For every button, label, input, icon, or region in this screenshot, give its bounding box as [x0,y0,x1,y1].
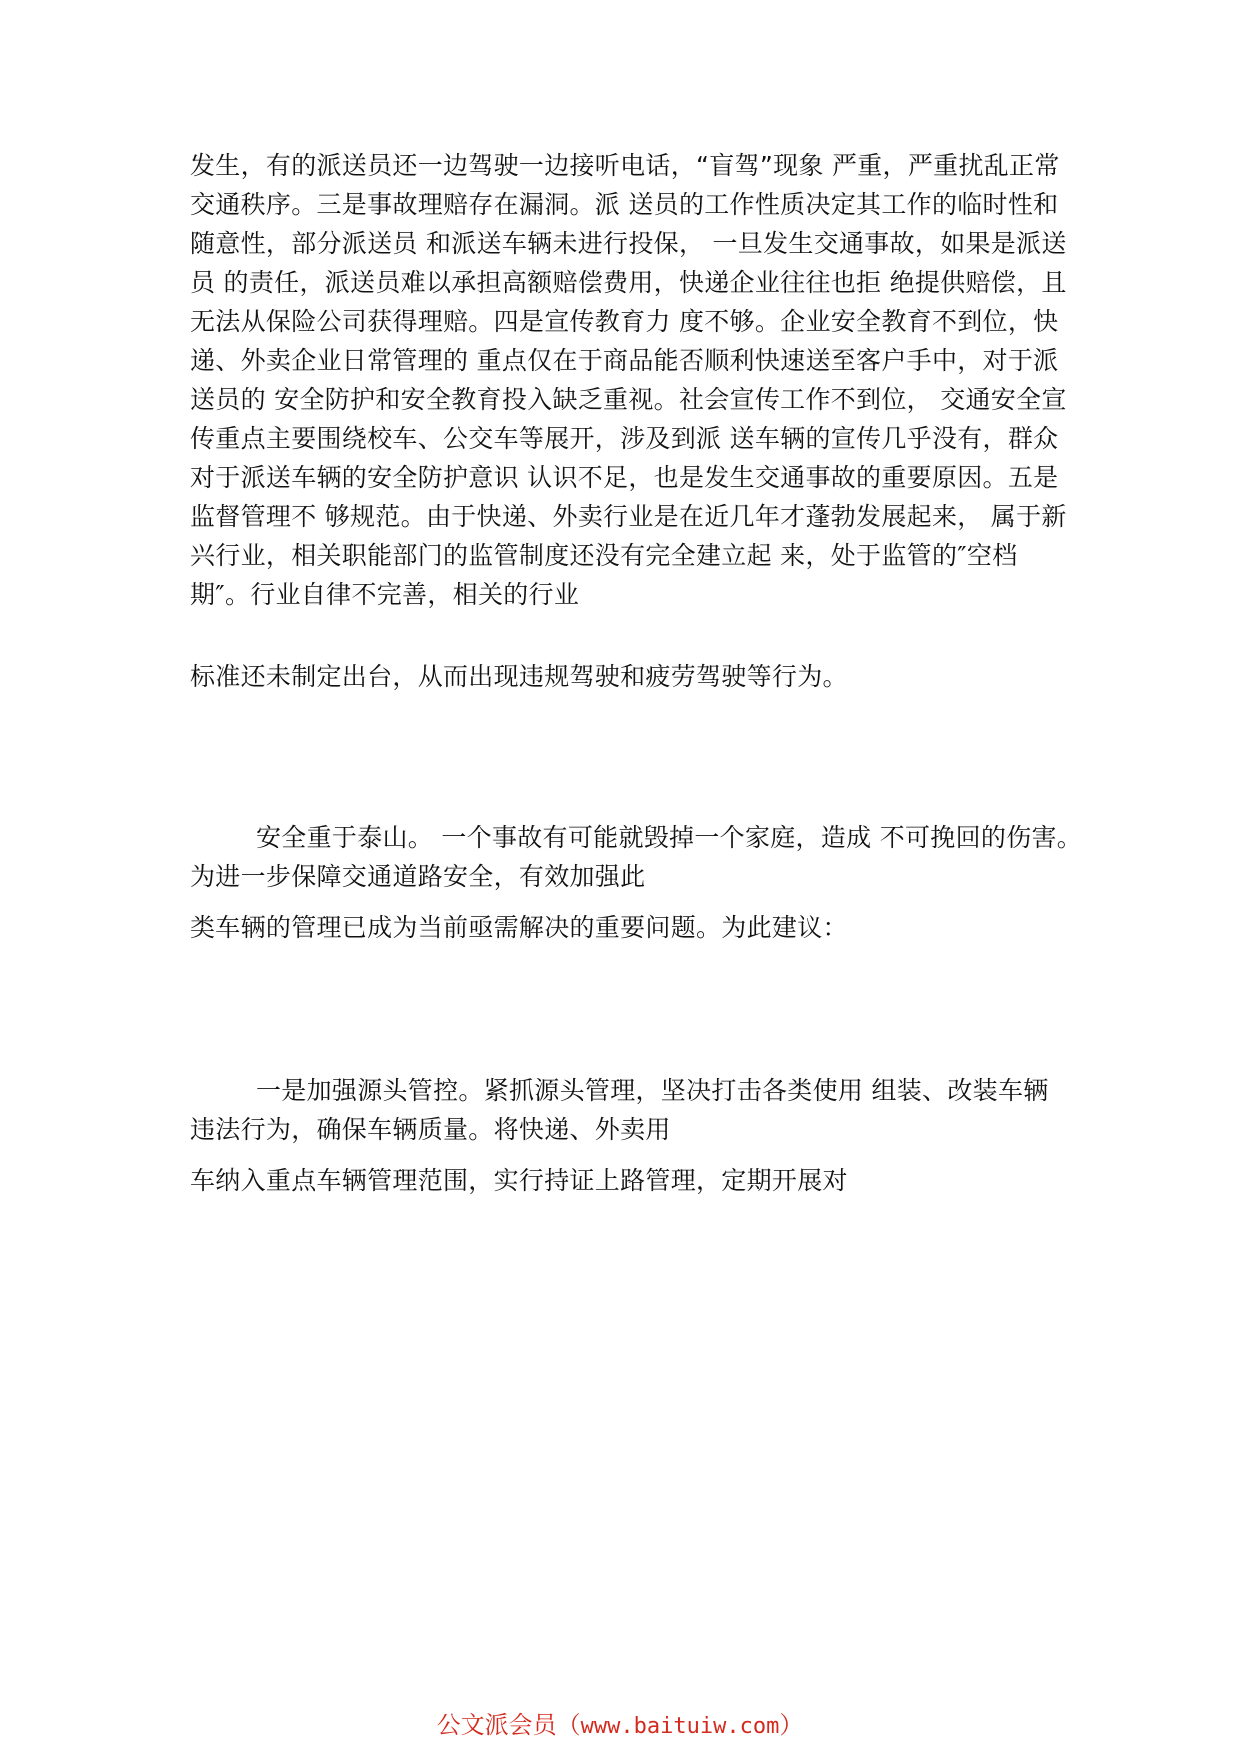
paragraph-2 [190,657,1070,696]
paragraph-1-line-1: 发生，有的派送员还一边驾驶一边接听电话，“盲驾”现象 严重，严重扰乱正常 [190,151,1060,180]
paragraph-1-line-11: 兴行业，相关职能部门的监管制度还没有完全建立起 来，处于监管的″空档 [190,541,1018,570]
footer-url-link[interactable]: www.baituiw.com [580,1714,780,1739]
paragraph-5-line-1: 一是加强源头管控。紧抓源头管理，坚决打击各类使用 组装、改装车辆 [256,1076,1049,1105]
paragraph-6-line-1: 车纳入重点车辆管理范围，实行持证上路管理，定期开展对 [190,1166,848,1195]
paragraph-1-line-9: 对于派送车辆的安全防护意识 认识不足，也是发生交通事故的重要原因。五是 [190,463,1059,492]
paragraph-1-line-7: 送员的 安全防护和安全教育投入缺乏重视。社会宣传工作不到位， 交通安全宣 [190,385,1067,414]
paragraph-2-line-1: 标准还未制定出台，从而出现违规驾驶和疲劳驾驶等行为。 [190,662,848,691]
paragraph-1-line-6: 递、外卖企业日常管理的 重点仅在于商品能否顺利快速送至客户手中，对于派 [190,346,1059,375]
paragraph-3-line-2: 为进一步保障交通道路安全，有效加强此 [190,862,646,891]
paragraph-1-line-10: 监督管理不 够规范。由于快递、外卖行业是在近几年才蓬勃发展起来， 属于新 [190,502,1067,531]
footer-label: 公文派会员（ [436,1711,581,1739]
paragraph-1 [190,146,1070,614]
paragraph-5-line-2: 违法行为，确保车辆质量。将快递、外卖用 [190,1115,671,1144]
paragraph-6 [190,1161,1070,1200]
paragraph-1-line-8: 传重点主要围绕校车、公交车等展开，涉及到派 送车辆的宣传几乎没有，群众 [190,424,1059,453]
paragraph-1-line-4: 员 的责任，派送员难以承担高额赔偿费用，快递企业往往也拒 绝提供赔偿，且 [190,268,1067,297]
paragraph-1-line-3: 随意性，部分派送员 和派送车辆未进行投保， 一旦发生交通事故，如果是派送 [190,229,1067,258]
paragraph-1-line-2: 交通秩序。三是事故理赔存在漏洞。派 送员的工作性质决定其工作的临时性和 [190,190,1059,219]
paragraph-1-line-5: 无法从保险公司获得理赔。四是宣传教育力 度不够。企业安全教育不到位，快 [190,307,1059,336]
footer-close: ） [779,1711,804,1739]
paragraph-5 [190,1071,1070,1149]
paragraph-3 [190,818,1083,896]
paragraph-4-line-1: 类车辆的管理已成为当前亟需解决的重要问题。为此建议： [190,913,848,942]
paragraph-4 [190,908,1070,947]
paragraph-3-line-1: 安全重于泰山。 一个事故有可能就毁掉一个家庭，造成 不可挽回的伤害。 [256,823,1083,852]
footer-watermark [0,1710,1240,1742]
paragraph-1-line-12: 期″。行业自律不完善，相关的行业 [190,580,580,609]
